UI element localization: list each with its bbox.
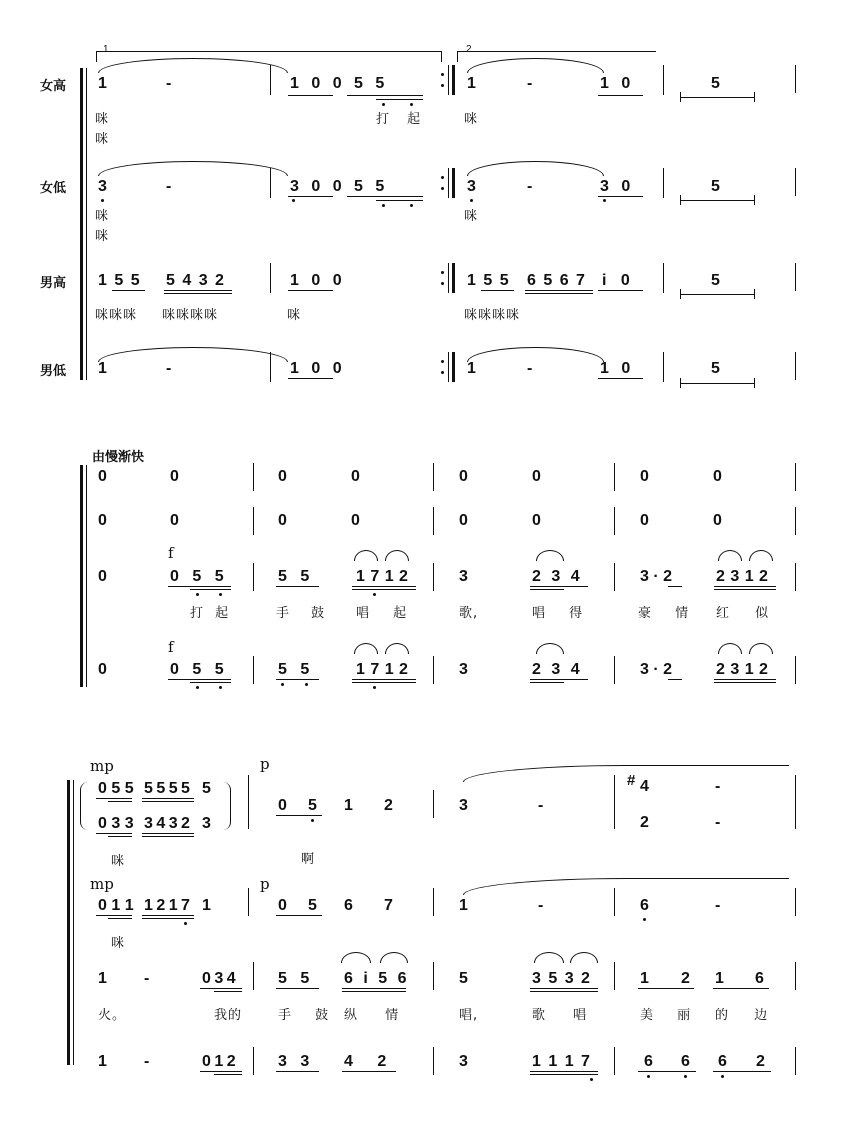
- system-3-bracket: [67, 780, 70, 1065]
- tempo-marking: 由慢渐快: [92, 450, 145, 465]
- dash: -: [166, 360, 172, 377]
- volta-2-label: 2: [466, 44, 472, 55]
- lyric: 咪: [95, 132, 110, 147]
- part-label-soprano: 女高: [40, 79, 67, 94]
- lyric: 打 起: [376, 112, 422, 127]
- dynamic-f: f: [168, 638, 174, 656]
- part-label-bass: 男低: [40, 364, 67, 379]
- divisi-brace-left: [80, 782, 89, 830]
- dynamic-p: p: [260, 755, 270, 773]
- lyric: 咪: [464, 112, 479, 127]
- lyric: 咪: [464, 209, 479, 224]
- dynamic-p: p: [260, 875, 270, 893]
- system-2-bracket: [80, 465, 83, 687]
- note: 3: [98, 178, 107, 195]
- dynamic-mp: mp: [90, 875, 114, 893]
- lyric: 咪: [95, 209, 110, 224]
- note-group: 1 5 5: [467, 272, 509, 289]
- note-group: 1 5 5: [98, 272, 140, 289]
- sharp-sign: #: [627, 772, 636, 789]
- note: 1: [467, 75, 476, 92]
- note-group: 6 5 6 7: [527, 272, 585, 289]
- part-label-alto: 女低: [40, 181, 67, 196]
- note-group: 1 0: [600, 360, 631, 377]
- note-group: i 0: [602, 272, 630, 289]
- dash: -: [166, 75, 172, 92]
- lyric: 咪: [95, 112, 110, 127]
- note-group: 5 4 3 2: [166, 272, 224, 289]
- note: 1: [98, 360, 107, 377]
- note: 5: [711, 272, 720, 289]
- note: 1: [98, 75, 107, 92]
- note-group: 1 0 0 5 5: [290, 75, 385, 92]
- volta-1-label: 1: [103, 44, 109, 55]
- lyric: 咪咪咪: [95, 308, 138, 323]
- dynamic-mp: mp: [90, 757, 114, 775]
- note: 3: [467, 178, 476, 195]
- part-label-tenor: 男高: [40, 276, 67, 291]
- note-group: 1 0: [600, 75, 631, 92]
- dash: -: [527, 178, 533, 195]
- lyric: 咪咪咪咪: [464, 308, 521, 323]
- note-group: 1 0 0: [290, 360, 342, 377]
- dash: -: [166, 178, 172, 195]
- dynamic-f: f: [168, 544, 174, 562]
- note: 5: [711, 178, 720, 195]
- lyric: 咪: [287, 308, 302, 323]
- lyric: 咪: [95, 229, 110, 244]
- note: 1: [467, 360, 476, 377]
- note-group: 3 0 0 5 5: [290, 178, 385, 195]
- note-group: 1 0 0: [290, 272, 342, 289]
- divisi-brace-right: [222, 782, 231, 830]
- system-1-bracket: [80, 68, 83, 380]
- note-group: 3 0: [600, 178, 631, 195]
- note: 5: [711, 75, 720, 92]
- note: 5: [711, 360, 720, 377]
- dash: -: [527, 360, 533, 377]
- lyric: 咪咪咪咪: [162, 308, 219, 323]
- dash: -: [527, 75, 533, 92]
